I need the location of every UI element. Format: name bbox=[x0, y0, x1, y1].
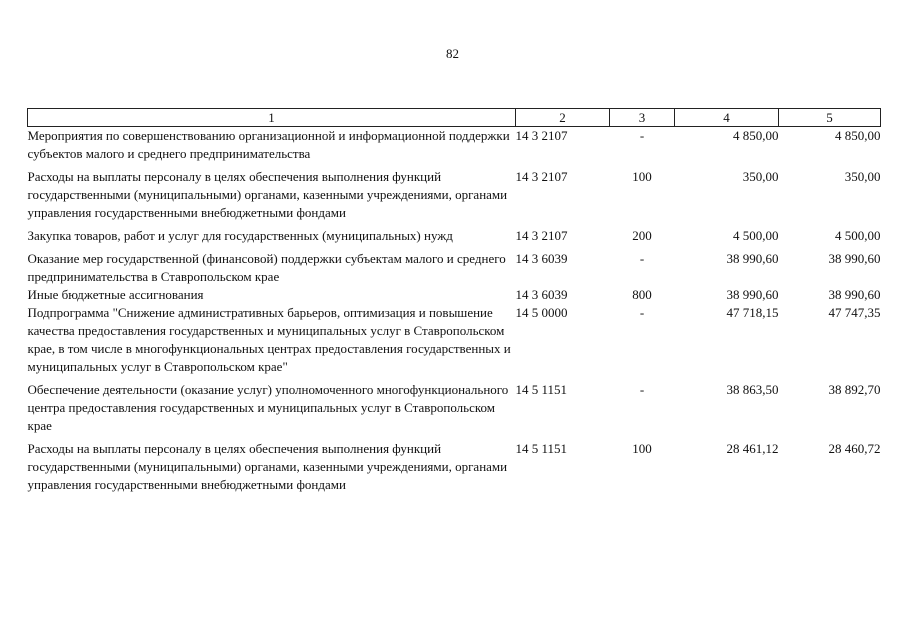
table-row bbox=[28, 168, 881, 227]
row-expense-type: 200 bbox=[632, 228, 652, 243]
table-row bbox=[28, 304, 881, 381]
row-code: 14 5 0000 bbox=[515, 305, 568, 320]
row-name: Оказание мер государственной (финансовой) поддержки субъектам малого и среднего предпринимательства в Ставропольском крае bbox=[27, 251, 506, 284]
row-code: 14 3 2107 bbox=[515, 228, 568, 243]
row-amount-5: 38 990,60 bbox=[828, 251, 881, 266]
row-amount-4: 47 718,15 bbox=[726, 305, 779, 320]
row-name: Расходы на выплаты персоналу в целях обеспечения выполнения функций государственными (муниципальными) органами, казенными учреждениями, органами управления государственными внебюджетными фондами bbox=[27, 169, 508, 220]
table-row bbox=[28, 381, 881, 440]
row-amount-5: 38 892,70 bbox=[828, 382, 881, 397]
row-name: Закупка товаров, работ и услуг для государственных (муниципальных) нужд bbox=[27, 228, 453, 243]
row-expense-type: 100 bbox=[632, 441, 652, 456]
table-row bbox=[28, 127, 881, 169]
row-expense-type: 800 bbox=[632, 287, 652, 302]
row-code: 14 5 1151 bbox=[515, 441, 568, 456]
row-expense-type: - bbox=[639, 128, 645, 143]
row-code: 14 3 2107 bbox=[515, 169, 568, 184]
table-row bbox=[28, 286, 881, 304]
column-header-3: 3 bbox=[610, 109, 675, 127]
column-header-2: 2 bbox=[516, 109, 610, 127]
row-amount-4: 4 850,00 bbox=[733, 128, 779, 143]
column-header-4: 4 bbox=[675, 109, 779, 127]
row-code: 14 3 6039 bbox=[515, 251, 568, 266]
row-name: Мероприятия по совершенствованию организационной и информационной поддержки субъектов малого и среднего предпринимательства bbox=[27, 128, 510, 161]
row-amount-5: 38 990,60 bbox=[828, 287, 881, 302]
table-row bbox=[28, 227, 881, 250]
row-amount-5: 4 500,00 bbox=[835, 228, 881, 243]
row-amount-5: 47 747,35 bbox=[828, 305, 881, 320]
row-amount-4: 38 990,60 bbox=[726, 251, 779, 266]
row-name: Обеспечение деятельности (оказание услуг) уполномоченного многофункционального центра предоставления государственных и муниципальных услуг в Ставропольском крае bbox=[27, 382, 509, 433]
row-amount-4: 38 990,60 bbox=[726, 287, 779, 302]
row-amount-4: 4 500,00 bbox=[733, 228, 779, 243]
budget-table bbox=[27, 108, 881, 494]
row-expense-type: - bbox=[639, 382, 645, 397]
row-code: 14 3 6039 bbox=[515, 287, 568, 302]
page-number: 82 bbox=[446, 46, 459, 61]
row-code: 14 5 1151 bbox=[515, 382, 568, 397]
row-name: Иные бюджетные ассигнования bbox=[27, 287, 204, 302]
row-amount-5: 4 850,00 bbox=[835, 128, 881, 143]
row-amount-4: 350,00 bbox=[742, 169, 779, 184]
column-header-1: 1 bbox=[28, 109, 516, 127]
row-amount-5: 350,00 bbox=[844, 169, 881, 184]
table-row bbox=[28, 440, 881, 494]
table-row bbox=[28, 250, 881, 286]
row-name: Расходы на выплаты персоналу в целях обеспечения выполнения функций государственными (муниципальными) органами, казенными учреждениями, органами управления государственными внебюджетными фондами bbox=[27, 441, 508, 492]
row-name: Подпрограмма "Снижение административных барьеров, оптимизация и повышение качества предоставления государственных и муниципальных услуг в Ставропольском крае, в том числе в многофункциональных центрах предоставления государственных и муниципальных услуг в Ставропольском крае" bbox=[27, 305, 511, 374]
row-code: 14 3 2107 bbox=[515, 128, 568, 143]
row-expense-type: - bbox=[639, 305, 645, 320]
row-expense-type: 100 bbox=[632, 169, 652, 184]
row-expense-type: - bbox=[639, 251, 645, 266]
column-header-5: 5 bbox=[779, 109, 881, 127]
row-amount-4: 38 863,50 bbox=[726, 382, 779, 397]
row-amount-4: 28 461,12 bbox=[726, 441, 779, 456]
row-amount-5: 28 460,72 bbox=[828, 441, 881, 456]
table-header-row bbox=[28, 109, 881, 127]
